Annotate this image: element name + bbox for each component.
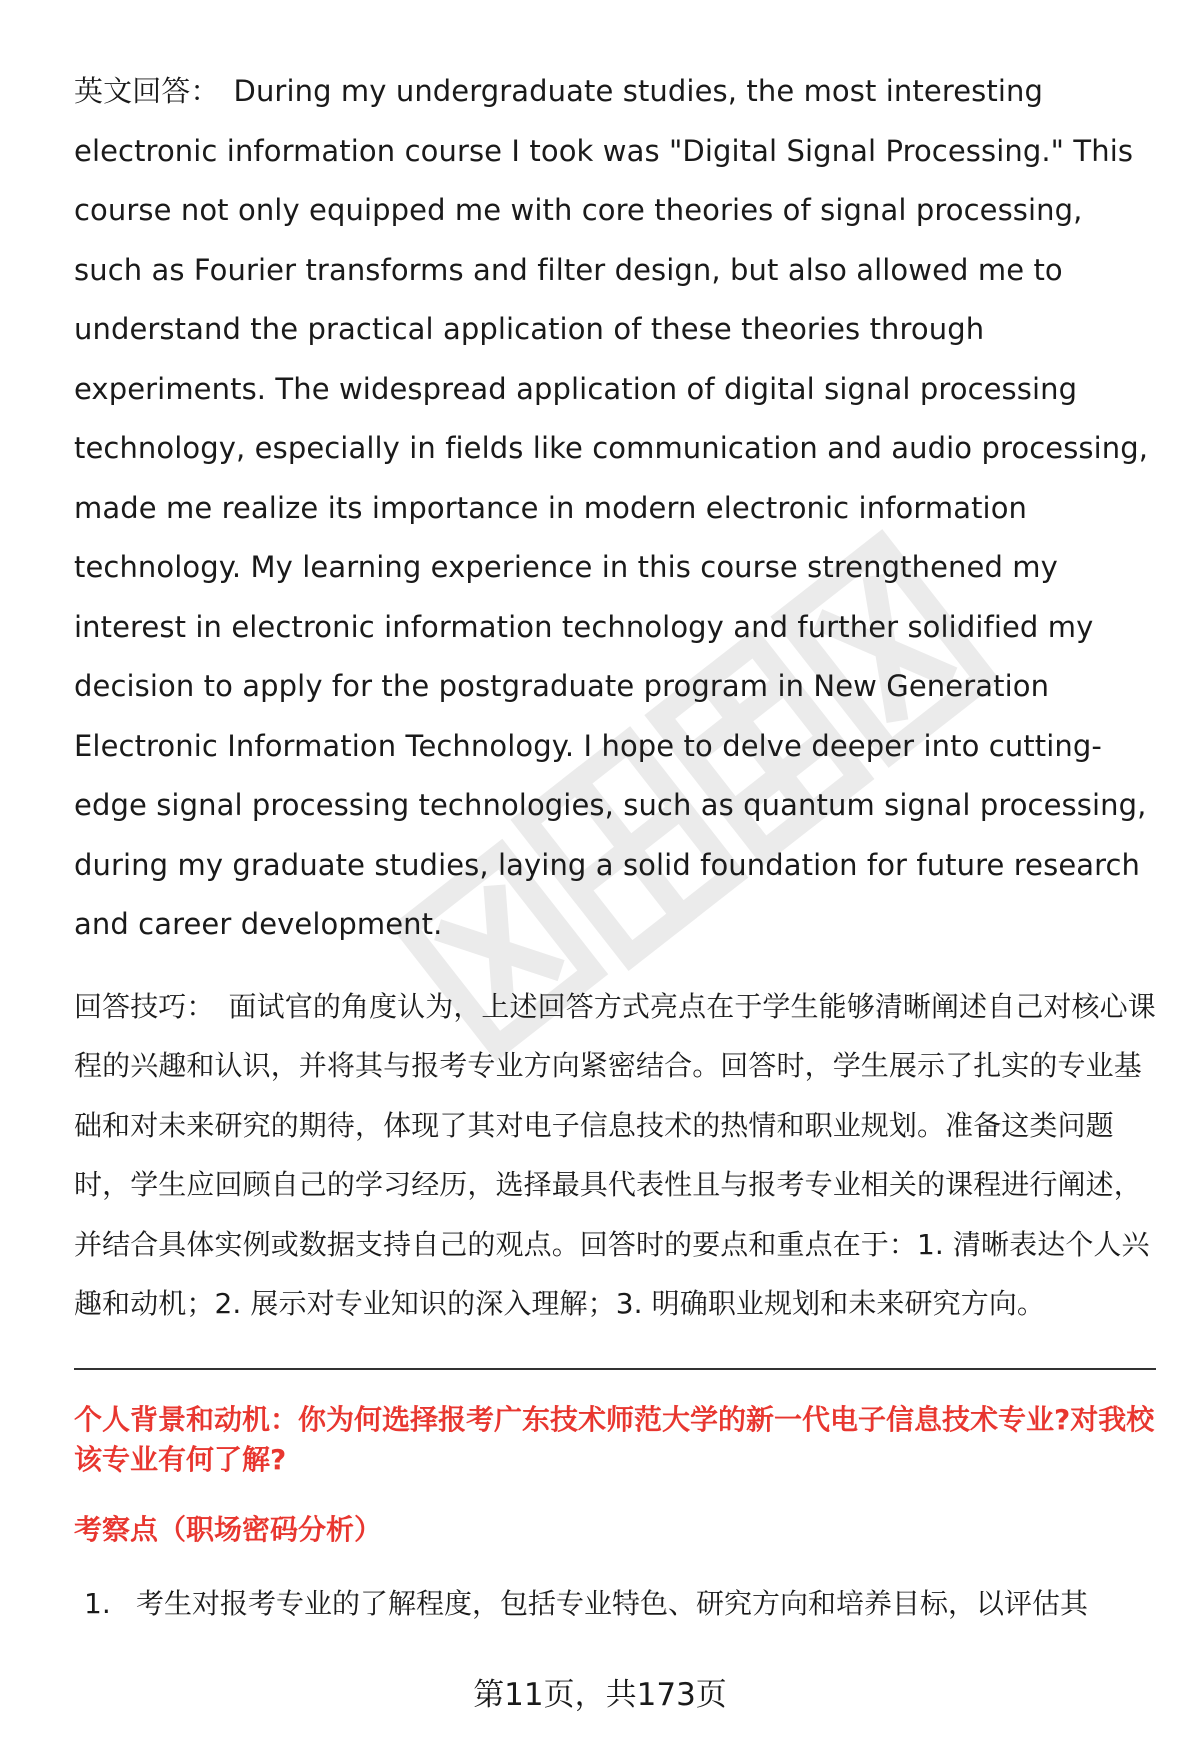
answer-tips-label: 回答技巧： xyxy=(74,989,215,1023)
list-item-number: 1. xyxy=(84,1586,111,1620)
assessment-points-list xyxy=(74,1584,1156,1624)
question-heading: 个人背景和动机：你为何选择报考广东技术师范大学的新一代电子信息技术专业?对我校该专业有何了解? xyxy=(74,1402,1155,1476)
list-item xyxy=(74,1584,1156,1624)
answer-tips-paragraph xyxy=(74,977,1156,1334)
english-answer-paragraph xyxy=(74,62,1156,955)
assessment-points-heading: 考察点（职场密码分析） xyxy=(74,1512,383,1546)
english-answer-label: 英文回答： xyxy=(74,74,220,108)
section-divider xyxy=(74,1368,1156,1370)
answer-tips-text: 面试官的角度认为，上述回答方式亮点在于学生能够清晰阐述自己对核心课程的兴趣和认识，并将其与报考专业方向紧密结合。回答时，学生展示了扎实的专业基础和对未来研究的期待，体现了其对电子信息技术的热情和职业规划。准备这类问题时，学生应回顾自己的学习经历，选择最具代表性且与报考专业相关的课程进行阐述，并结合具体实例或数据支持自己的观点。回答时的要点和重点在于：1. 清晰表达个人兴趣和动机；2. 展示对专业知识的深入理解；3. 明确职业规划和未来研究方向。 xyxy=(74,989,1156,1320)
content-area xyxy=(74,62,1156,1624)
english-answer-text: During my undergraduate studies, the most interesting electronic information course I took was "Digital Signal Processing." This course not only equipped me with core theories of signal processing, such as Fourier transforms and filter design, but also allowed me to understand the practical application of these theories through experiments. The widespread application of digital signal processing technology, especially in fields like communication and audio processing, made me realize its importance in modern electronic information technology. My learning experience in this course strengthened my interest in electronic information technology and further solidified my decision to apply for the postgraduate program in New Generation Electronic Information Technology. I hope to delve deeper into cutting-edge signal processing technologies, such as quantum signal processing, during my graduate studies, laying a solid foundation for future research and career development. xyxy=(74,74,1149,941)
page-number-footer: 第11页，共173页 xyxy=(473,1677,727,1713)
list-item-text: 考生对报考专业的了解程度，包括专业特色、研究方向和培养目标，以评估其 xyxy=(136,1586,1089,1620)
